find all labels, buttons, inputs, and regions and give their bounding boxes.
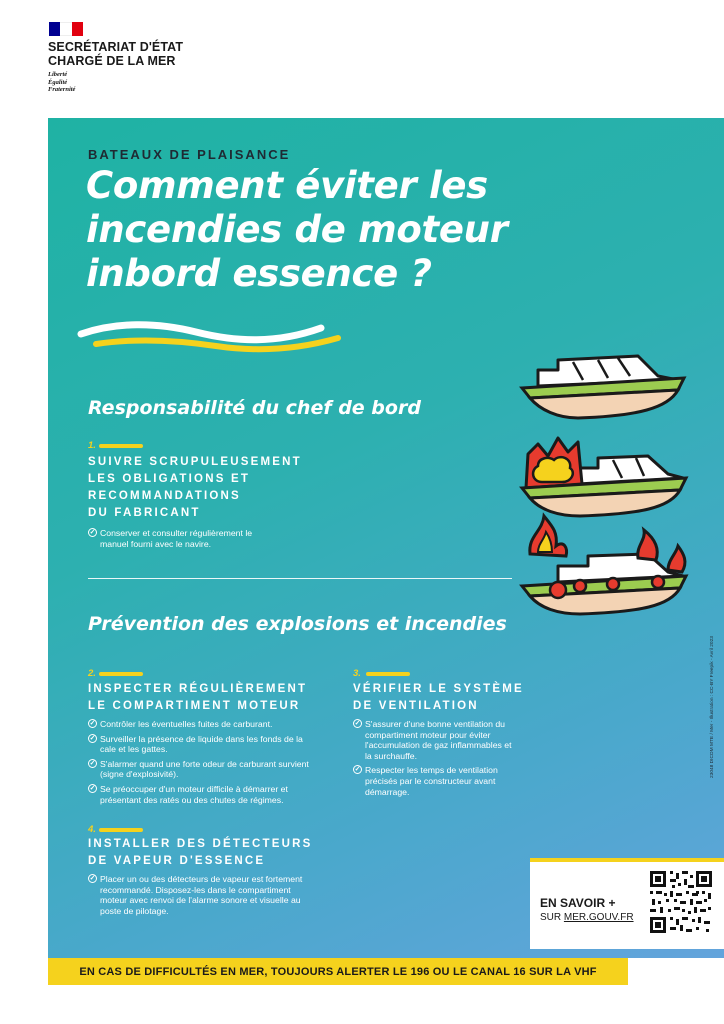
list-item [353,765,515,797]
list-item [88,874,303,916]
check-icon: ✓ [354,720,361,727]
credit-text: 23048 DICOM MTE / Mer - Illustration : CC-BY Freepik - Avril 2023 [710,636,715,778]
step-4-accent-bar [99,828,143,832]
list-item [88,759,310,780]
step-1-title-line: LES OBLIGATIONS ET [88,473,251,485]
step-1-list [88,528,268,553]
more-info-link[interactable]: MER.GOUV.FR [563,912,634,923]
list-item [353,719,515,761]
check-icon: ✓ [89,759,96,767]
title-line-1: Comment éviter les [86,164,488,207]
list-item [88,734,310,755]
step-1-title-line: RECOMMANDATIONS [88,490,241,502]
list-item-text: Se préoccuper d'un moteur difficile à démarrer et présentant des ratés ou des chutes de régimes. [100,783,288,805]
motto-egalite: Égalité [48,78,68,86]
step-3-number: 3. [353,668,361,679]
check-icon: ✓ [354,766,361,774]
step-4-title [88,836,312,870]
step-3-accent-bar [366,672,410,676]
boat-engine-fire-icon [522,438,686,516]
french-flag-icon [49,22,83,36]
title-line-2: incendies de moteur [86,208,508,251]
list-item [88,784,310,805]
step-1-accent-bar [99,444,143,448]
step-1-number: 1. [88,440,96,451]
check-icon: ✓ [89,734,96,742]
more-info-label: EN SAVOIR + [540,896,616,910]
poster-panel [48,118,724,958]
list-item-text: Contrôler les éventuelles fuites de carburant. [100,719,273,729]
motto [48,71,183,94]
list-item-text: Respecter les temps de ventilation précisés par le constructeur avant démarrage. [365,765,498,797]
list-item [88,719,310,730]
more-info-prefix: SUR [540,912,564,923]
more-info-link-line [540,912,634,923]
title-line-3: inbord essence ? [86,252,432,295]
step-3-title-line: VÉRIFIER LE SYSTÈME [353,683,524,695]
list-item-text: S'alarmer quand une forte odeur de carburant survient (signe d'explosivité). [100,758,309,780]
step-4-title-line: DE VAPEUR D'ESSENCE [88,855,266,867]
check-icon: ✓ [89,529,96,536]
wave-decoration-icon [76,318,346,358]
check-icon: ✓ [89,784,96,792]
step-2-title [88,681,307,715]
step-4-number: 4. [88,824,96,835]
step-2-title-line: INSPECTER RÉGULIÈREMENT [88,683,308,695]
organization-name [48,40,183,68]
emergency-banner: EN CAS DE DIFFICULTÉS EN MER, TOUJOURS ALERTER LE 196 OU LE CANAL 16 SUR LA VHF [48,958,628,985]
section-divider [88,578,512,579]
section-title-prevention: Prévention des explosions et incendies [88,613,507,635]
poster-title [86,164,646,296]
step-2-number: 2. [88,668,96,679]
boats-illustration [518,350,718,650]
motto-fraternite: Fraternité [48,86,76,93]
list-item-text: Conserver et consulter régulièrement le manuel fourni avec le navire. [100,528,253,549]
list-item [88,528,268,549]
boat-burning-icon [522,516,686,614]
step-2-title-line: LE COMPARTIMENT MOTEUR [88,700,301,712]
step-3-list [353,719,515,801]
list-item-text: Surveiller la présence de liquide dans les fonds de la cale et les gattes. [100,733,303,755]
government-logo [48,22,183,94]
list-item-text: S'assurer d'une bonne ventilation du compartiment moteur pour éviter l'accumulation de gaz inflammables et la surchauffe. [365,719,512,761]
step-3-title [353,681,524,715]
check-icon: ✓ [89,720,96,727]
step-1-title-line: SUIVRE SCRUPULEUSEMENT [88,456,302,468]
motto-liberte: Liberté [48,71,68,78]
boat-intact-icon [522,356,684,418]
step-4-title-line: INSTALLER DES DÉTECTEURS [88,838,313,850]
more-info-box [530,858,724,949]
section-title-responsabilite: Responsabilité du chef de bord [88,397,421,419]
step-2-list [88,719,310,809]
org-line-2: CHARGÉ DE LA MER [48,54,176,68]
list-item-text: Placer un ou des détecteurs de vapeur est fortement recommandé. Disposez-les dans le compartiment moteur avec renvoi de l'alarme sonore et visuelle au poste de pilotage. [100,874,303,916]
step-1-title-line: DU FABRICANT [88,507,201,519]
check-icon: ✓ [89,875,96,882]
poster-kicker: BATEAUX DE PLAISANCE [88,147,291,162]
qr-code-icon[interactable] [648,869,714,935]
step-1-title [88,454,302,522]
step-2-accent-bar [99,672,143,676]
step-3-title-line: DE VENTILATION [353,700,479,712]
org-line-1: SECRÉTARIAT D'ÉTAT [48,40,184,54]
step-4-list [88,874,303,920]
